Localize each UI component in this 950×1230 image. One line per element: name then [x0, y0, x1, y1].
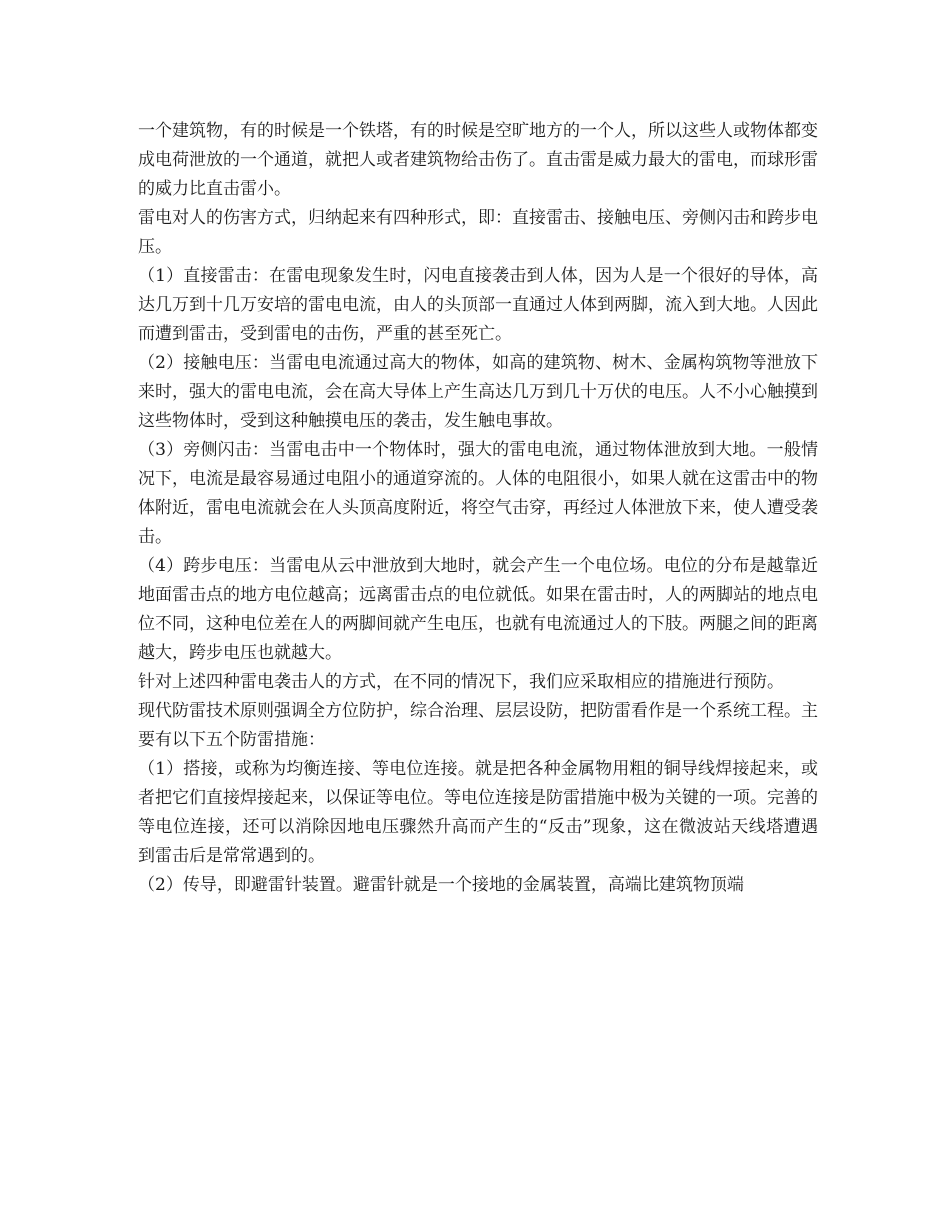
paragraph-bonding: （1）搭接，或称为均衡连接、等电位连接。就是把各种金属物用粗的铜导线焊接起来，或者把它们直接焊接起来，以保证等电位。等电位连接是防雷措施中极为关键的一项。完善的等电位连接，还可以消除因地电压骤然升高而产生的“反击”现象，这在微波站天线塔遭遇到雷击后是常常遇到的。	[138, 759, 818, 866]
paragraph-four-harm-modes: 雷电对人的伤害方式，归纳起来有四种形式，即：直接雷击、接触电压、旁侧闪击和跨步电压。	[138, 208, 818, 257]
document-page	[138, 117, 818, 900]
paragraph-lightning-rod: （2）传导，即避雷针装置。避雷针就是一个接地的金属装置，高端比建筑物顶端	[138, 875, 744, 895]
paragraph-lightning-damage-intro: 一个建筑物，有的时候是一个铁塔，有的时候是空旷地方的一个人，所以这些人或物体都变成电荷泄放的一个通道，就把人或者建筑物给击伤了。直击雷是威力最大的雷电，而球形雷的威力比直击雷小。	[138, 121, 818, 199]
paragraph-contact-voltage: （2）接触电压：当雷电电流通过高大的物体，如高的建筑物、树木、金属构筑物等泄放下来时，强大的雷电电流，会在高大导体上产生高达几万到几十万伏的电压。人不小心触摸到这些物体时，受到这种触摸电压的袭击，发生触电事故。	[138, 353, 818, 431]
paragraph-direct-strike: （1）直接雷击：在雷电现象发生时，闪电直接袭击到人体，因为人是一个很好的导体，高达几万到十几万安培的雷电电流，由人的头顶部一直通过人体到两脚，流入到大地。人因此而遭到雷击，受到雷电的击伤，严重的甚至死亡。	[138, 266, 818, 344]
paragraph-step-voltage: （4）跨步电压：当雷电从云中泄放到大地时，就会产生一个电位场。电位的分布是越靠近地面雷击点的地方电位越高；远离雷击点的电位就低。如果在雷击时，人的两脚站的地点电位不同，这种电位差在人的两脚间就产生电压，也就有电流通过人的下肢。两腿之间的距离越大，跨步电压也就越大。	[138, 556, 818, 663]
paragraph-prevention-note: 针对上述四种雷电袭击人的方式，在不同的情况下，我们应采取相应的措施进行预防。	[138, 672, 784, 692]
paragraph-modern-protection: 现代防雷技术原则强调全方位防护，综合治理、层层设防，把防雷看作是一个系统工程。主要有以下五个防雷措施：	[138, 701, 818, 750]
paragraph-side-flash: （3）旁侧闪击：当雷电击中一个物体时，强大的雷电电流，通过物体泄放到大地。一般情况下，电流是最容易通过电阻小的通道穿流的。人体的电阻很小，如果人就在这雷击中的物体附近，雷电电流就会在人头顶高度附近，将空气击穿，再经过人体泄放下来，使人遭受袭击。	[138, 440, 818, 547]
